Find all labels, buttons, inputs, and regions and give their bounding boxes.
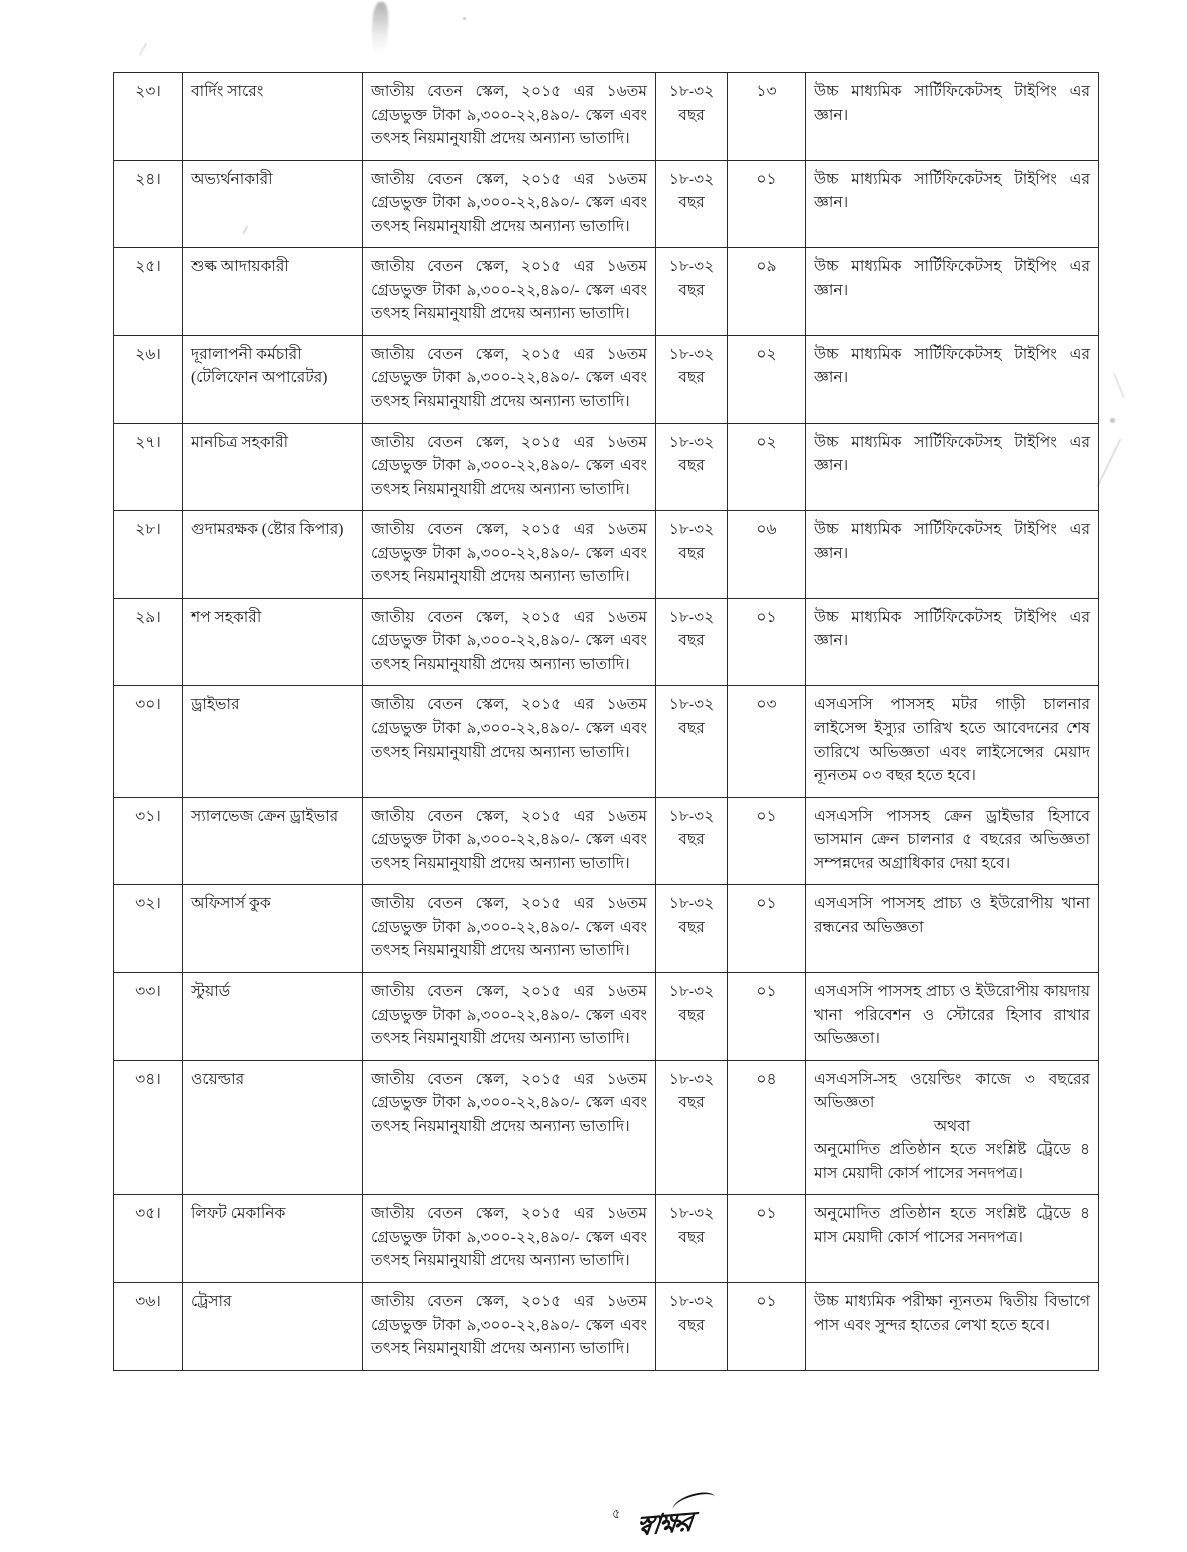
cell-salary-scale: জাতীয় বেতন স্কেল, ২০১৫ এর ১৬তম গ্রেডভুক্ত টাকা ৯,৩০০-২২,৪৯০/- স্কেল এবং তৎসহ নিয়মানুযায়ী প্রদেয় অন্যান্য ভাতাদি।: [363, 598, 656, 686]
cell-post-name: শুল্ক আদায়কারী: [183, 248, 363, 336]
cell-salary-scale: জাতীয় বেতন স্কেল, ২০১৫ এর ১৬তম গ্রেডভুক্ত টাকা ৯,৩০০-২২,৪৯০/- স্কেল এবং তৎসহ নিয়মানুযায়ী প্রদেয় অন্যান্য ভাতাদি।: [363, 1282, 656, 1370]
cell-age-limit: [656, 335, 728, 423]
cell-serial-number: ৩১।: [114, 797, 183, 885]
cell-post-name: লিফট মেকানিক: [183, 1195, 363, 1283]
age-unit: বছর: [678, 632, 705, 650]
age-range: ১৮-৩২: [668, 982, 715, 1000]
cell-serial-number: ৩৪।: [114, 1060, 183, 1195]
age-range: ১৮-৩২: [668, 521, 715, 539]
qualification-text: উচ্চ মাধ্যমিক সার্টিফিকেটসহ টাইপিং এর জ্ঞান।: [814, 521, 1090, 562]
qualification-text: এসএসসি পাসসহ প্রাচ্য ও ইউরোপীয় খানা রন্ধনের অভিজ্ঞতা: [814, 895, 1090, 936]
table-row: [114, 511, 1099, 599]
cell-salary-scale: জাতীয় বেতন স্কেল, ২০১৫ এর ১৬তম গ্রেডভুক্ত টাকা ৯,৩০০-২২,৪৯০/- স্কেল এবং তৎসহ নিয়মানুযায়ী প্রদেয় অন্যান্য ভাতাদি।: [363, 1060, 656, 1195]
cell-qualification: [806, 797, 1099, 885]
cell-post-name: অফিসার্স কুক: [183, 885, 363, 973]
cell-qualification: [806, 248, 1099, 336]
table-row: [114, 686, 1099, 797]
cell-post-name: মানচিত্র সহকারী: [183, 423, 363, 511]
qualification-text: এসএসসি পাসসহ প্রাচ্য ও ইউরোপীয় কায়দায় খানা পরিবেশন ও স্টোরের হিসাব রাখার অভিজ্ঞতা।: [814, 982, 1090, 1048]
cell-age-limit: [656, 1060, 728, 1195]
cell-age-limit: [656, 598, 728, 686]
cell-serial-number: ২৫।: [114, 248, 183, 336]
table-row: [114, 885, 1099, 973]
age-range: ১৮-৩২: [668, 696, 715, 714]
age-unit: বছর: [678, 918, 705, 936]
qualification-text: উচ্চ মাধ্যমিক পরীক্ষা ন্যূনতম দ্বিতীয় বিভাগে পাস এবং সুন্দর হাতের লেখা হতে হবে।: [814, 1292, 1090, 1334]
cell-vacancy-count: ০১: [728, 160, 806, 248]
table-body: [114, 73, 1099, 1371]
age-unit: বছর: [678, 1228, 705, 1246]
cell-qualification: [806, 1060, 1099, 1195]
cell-salary-scale: জাতীয় বেতন স্কেল, ২০১৫ এর ১৬তম গ্রেডভুক্ত টাকা ৯,৩০০-২২,৪৯০/- স্কেল এবং তৎসহ নিয়মানুযায়ী প্রদেয় অন্যান্য ভাতাদি।: [363, 797, 656, 885]
cell-qualification: [806, 335, 1099, 423]
age-range: ১৮-৩২: [668, 1205, 715, 1223]
cell-vacancy-count: ০১: [728, 797, 806, 885]
cell-age-limit: [656, 686, 728, 797]
cell-qualification: [806, 686, 1099, 797]
age-unit: বছর: [678, 544, 705, 562]
qualification-text: উচ্চ মাধ্যমিক সার্টিফিকেটসহ টাইপিং এর জ্ঞান।: [814, 258, 1090, 299]
age-unit: বছর: [678, 106, 705, 124]
table-row: [114, 160, 1099, 248]
cell-salary-scale: জাতীয় বেতন স্কেল, ২০১৫ এর ১৬তম গ্রেডভুক্ত টাকা ৯,৩০০-২২,৪৯০/- স্কেল এবং তৎসহ নিয়মানুযায়ী প্রদেয় অন্যান্য ভাতাদি।: [363, 511, 656, 599]
age-unit: বছর: [678, 831, 705, 849]
cell-age-limit: [656, 73, 728, 161]
cell-vacancy-count: ০২: [728, 335, 806, 423]
cell-vacancy-count: ০১: [728, 598, 806, 686]
cell-salary-scale: জাতীয় বেতন স্কেল, ২০১৫ এর ১৬তম গ্রেডভুক্ত টাকা ৯,৩০০-২২,৪৯০/- স্কেল এবং তৎসহ নিয়মানুযায়ী প্রদেয় অন্যান্য ভাতাদি।: [363, 1195, 656, 1283]
age-range: ১৮-৩২: [668, 170, 715, 188]
cell-age-limit: [656, 511, 728, 599]
cell-qualification: [806, 972, 1099, 1060]
age-range: ১৮-৩২: [668, 608, 715, 626]
scan-speck: [1110, 418, 1115, 423]
age-unit: বছর: [678, 720, 705, 738]
cell-vacancy-count: ০২: [728, 423, 806, 511]
age-range: ১৮-৩২: [668, 83, 715, 100]
cell-age-limit: [656, 1282, 728, 1370]
scan-speck: [463, 17, 466, 20]
cell-salary-scale: জাতীয় বেতন স্কেল, ২০১৫ এর ১৬তম গ্রেডভুক্ত টাকা ৯,৩০০-২২,৪৯০/- স্কেল এবং তৎসহ নিয়মানুযায়ী প্রদেয় অন্যান্য ভাতাদি।: [363, 885, 656, 973]
cell-post-name: অভ্যর্থনাকারী: [183, 160, 363, 248]
age-range: ১৮-৩২: [668, 1070, 715, 1088]
cell-post-name: ড্রাইভার: [183, 686, 363, 797]
cell-qualification: [806, 1195, 1099, 1283]
cell-salary-scale: জাতীয় বেতন স্কেল, ২০১৫ এর ১৬তম গ্রেডভুক্ত টাকা ৯,৩০০-২২,৪৯০/- স্কেল এবং তৎসহ নিয়মানুযায়ী প্রদেয় অন্যান্য ভাতাদি।: [363, 972, 656, 1060]
cell-post-name: গুদামরক্ষক (ষ্টোর কিপার): [183, 511, 363, 599]
age-unit: বছর: [678, 1316, 705, 1334]
cell-serial-number: ২৪।: [114, 160, 183, 248]
cell-serial-number: ৩০।: [114, 686, 183, 797]
cell-vacancy-count: ০৬: [728, 511, 806, 599]
age-range: ১৮-৩২: [668, 433, 715, 451]
qualification-text: উচ্চ মাধ্যমিক সার্টিফিকেটসহ টাইপিং এর জ্ঞান।: [814, 433, 1090, 475]
cell-salary-scale: জাতীয় বেতন স্কেল, ২০১৫ এর ১৬তম গ্রেডভুক্ত টাকা ৯,৩০০-২২,৪৯০/- স্কেল এবং তৎসহ নিয়মানুযায়ী প্রদেয় অন্যান্য ভাতাদি।: [363, 248, 656, 336]
table-row: [114, 1060, 1099, 1195]
cell-age-limit: [656, 885, 728, 973]
table-row: [114, 1195, 1099, 1283]
qualification-text: উচ্চ মাধ্যমিক সার্টিফিকেটসহ টাইপিং এর জ্ঞান।: [814, 83, 1090, 124]
scan-smudge-top: [371, 2, 390, 55]
cell-post-name: ওয়েল্ডার: [183, 1060, 363, 1195]
cell-serial-number: ৩৬।: [114, 1282, 183, 1370]
cell-salary-scale: জাতীয় বেতন স্কেল, ২০১৫ এর ১৬তম গ্রেডভুক্ত টাকা ৯,৩০০-২২,৪৯০/- স্কেল এবং তৎসহ নিয়মানুযায়ী প্রদেয় অন্যান্য ভাতাদি।: [363, 160, 656, 248]
cell-post-name: স্যালভেজ ক্রেন ড্রাইভার: [183, 797, 363, 885]
scan-mark-right-secondary: [1114, 368, 1138, 398]
cell-post-name: ট্রেসার: [183, 1282, 363, 1370]
cell-qualification: [806, 423, 1099, 511]
table-row: [114, 248, 1099, 336]
cell-qualification: [806, 1282, 1099, 1370]
page-number-mark: ৫: [612, 1506, 621, 1521]
scan-mark-left: [139, 43, 154, 60]
cell-post-name: বার্দিং সারেং: [183, 73, 363, 161]
qualification-text: উচ্চ মাধ্যমিক সার্টিফিকেটসহ টাইপিং এর জ্ঞান।: [814, 608, 1090, 650]
age-range: ১৮-৩২: [668, 895, 715, 913]
cell-age-limit: [656, 423, 728, 511]
cell-salary-scale: জাতীয় বেতন স্কেল, ২০১৫ এর ১৬তম গ্রেডভুক্ত টাকা ৯,৩০০-২২,৪৯০/- স্কেল এবং তৎসহ নিয়মানুযায়ী প্রদেয় অন্যান্য ভাতাদি।: [363, 686, 656, 797]
cell-salary-scale: জাতীয় বেতন স্কেল, ২০১৫ এর ১৬তম গ্রেডভুক্ত টাকা ৯,৩০০-২২,৪৯০/- স্কেল এবং তৎসহ নিয়মানুযায়ী প্রদেয় অন্যান্য ভাতাদি।: [363, 335, 656, 423]
cell-age-limit: [656, 972, 728, 1060]
qualification-text: উচ্চ মাধ্যমিক সার্টিফিকেটসহ টাইপিং এর জ্ঞান।: [814, 170, 1090, 212]
cell-vacancy-count: ০১: [728, 1195, 806, 1283]
qualification-text: উচ্চ মাধ্যমিক সার্টিফিকেটসহ টাইপিং এর জ্ঞান।: [814, 345, 1090, 387]
table-row: [114, 1282, 1099, 1370]
age-unit: বছর: [678, 1094, 705, 1112]
age-unit: বছর: [678, 1006, 705, 1024]
cell-vacancy-count: ০১: [728, 885, 806, 973]
age-range: ১৮-৩২: [668, 345, 715, 363]
cell-serial-number: ২৮।: [114, 511, 183, 599]
cell-vacancy-count: ০১: [728, 972, 806, 1060]
qualification-alternative-text: অনুমোদিত প্রতিষ্ঠান হতে সংশ্লিষ্ট ট্রেডে ৪ মাস মেয়াদী কোর্স পাসের সনদপত্র।: [814, 1141, 1090, 1182]
table-row: [114, 423, 1099, 511]
cell-age-limit: [656, 797, 728, 885]
cell-post-name: শপ সহকারী: [183, 598, 363, 686]
qualification-text: এসএসসি পাসসহ ক্রেন ড্রাইভার হিসাবে ভাসমান ক্রেন চালনার ৫ বছরের অভিজ্ঞতা সম্পন্নদের অগ্রাধিকার দেয়া হবে।: [814, 807, 1090, 872]
qualification-text: অনুমোদিত প্রতিষ্ঠান হতে সংশ্লিষ্ট ট্রেডে ৪ মাস মেয়াদী কোর্স পাসের সনদপত্র।: [814, 1205, 1090, 1246]
cell-post-name: স্টুয়ার্ড: [183, 972, 363, 1060]
cell-vacancy-count: ০৩: [728, 686, 806, 797]
cell-qualification: [806, 160, 1099, 248]
cell-serial-number: ৩৩।: [114, 972, 183, 1060]
cell-serial-number: ২৭।: [114, 423, 183, 511]
cell-vacancy-count: ০১: [728, 1282, 806, 1370]
cell-serial-number: ২৬।: [114, 335, 183, 423]
age-unit: বছর: [678, 369, 705, 387]
cell-vacancy-count: ০৪: [728, 1060, 806, 1195]
cell-age-limit: [656, 160, 728, 248]
recruitment-posts-table: [113, 72, 1099, 1371]
cell-qualification: [806, 511, 1099, 599]
scan-mark-right: [1097, 439, 1142, 493]
recruitment-table-sheet: [113, 72, 1098, 1371]
table-row: [114, 972, 1099, 1060]
age-range: ১৮-৩২: [668, 807, 715, 825]
handwritten-signature: স্বাক্ষর: [634, 1506, 694, 1543]
table-row: [114, 598, 1099, 686]
cell-salary-scale: জাতীয় বেতন স্কেল, ২০১৫ এর ১৬তম গ্রেডভুক্ত টাকা ৯,৩০০-২২,৪৯০/- স্কেল এবং তৎসহ নিয়মানুযায়ী প্রদেয় অন্যান্য ভাতাদি।: [363, 423, 656, 511]
cell-post-name: দূরালাপনী কর্মচারী (টেলিফোন অপারেটর): [183, 335, 363, 423]
cell-qualification: [806, 73, 1099, 161]
cell-qualification: [806, 885, 1099, 973]
table-row: [114, 335, 1099, 423]
table-row: [114, 73, 1099, 161]
cell-qualification: [806, 598, 1099, 686]
age-unit: বছর: [678, 457, 705, 475]
qualification-alternative-label: অথবা: [933, 1117, 971, 1135]
cell-serial-number: ৩৫।: [114, 1195, 183, 1283]
age-unit: বছর: [678, 194, 705, 212]
cell-serial-number: ৩২।: [114, 885, 183, 973]
cell-vacancy-count: ০৯: [728, 248, 806, 336]
cell-age-limit: [656, 1195, 728, 1283]
qualification-text: এসএসসি পাসসহ মটর গাড়ী চালনার লাইসেন্স ইস্যুর তারিখ হতে আবেদনের শেষ তারিখে অভিজ্ঞতা এবং লাইসেন্সের মেয়াদ ন্যূনতম ০৩ বছর হতে হবে।: [814, 696, 1090, 785]
qualification-text: এসএসসি-সহ ওয়েল্ডিং কাজে ৩ বছরের অভিজ্ঞতা: [814, 1070, 1090, 1112]
age-range: ১৮-৩২: [668, 258, 715, 276]
age-range: ১৮-৩২: [668, 1292, 715, 1310]
cell-age-limit: [656, 248, 728, 336]
age-unit: বছর: [678, 281, 705, 299]
cell-serial-number: ২৯।: [114, 598, 183, 686]
table-row: [114, 797, 1099, 885]
cell-vacancy-count: ১৩: [728, 73, 806, 161]
cell-salary-scale: জাতীয় বেতন স্কেল, ২০১৫ এর ১৬তম গ্রেডভুক্ত টাকা ৯,৩০০-২২,৪৯০/- স্কেল এবং তৎসহ নিয়মানুযায়ী প্রদেয় অন্যান্য ভাতাদি।: [363, 73, 656, 161]
cell-serial-number: ২৩।: [114, 73, 183, 161]
